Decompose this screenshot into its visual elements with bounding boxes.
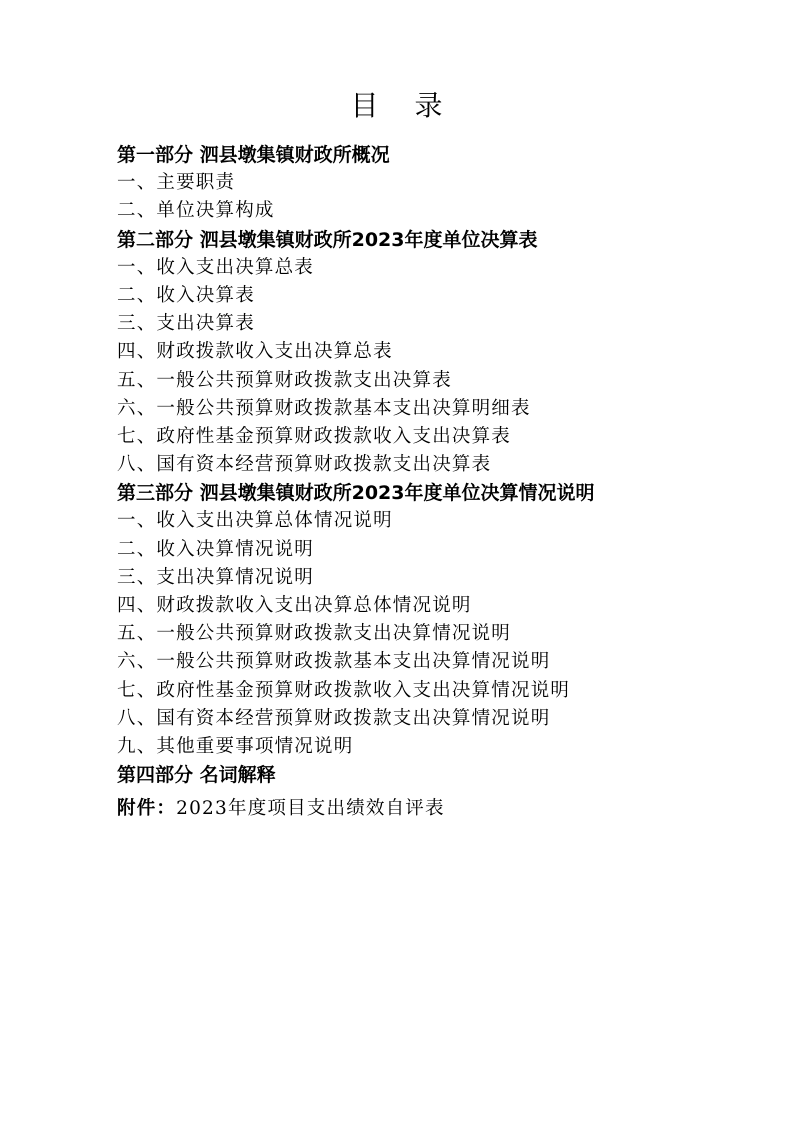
toc-item: 五、一般公共预算财政拨款支出决算情况说明 <box>117 623 512 645</box>
table-of-contents <box>117 141 757 824</box>
toc-item: 一、收入支出决算总表 <box>117 256 315 278</box>
toc-item: 七、政府性基金预算财政拨款收入支出决算情况说明 <box>117 679 571 701</box>
toc-item: 三、支出决算表 <box>117 313 255 335</box>
toc-attachment <box>117 795 757 823</box>
toc-part-3: 第三部分 泗县墩集镇财政所2023年度单位决算情况说明 <box>117 482 595 505</box>
toc-item: 二、收入决算表 <box>117 284 255 306</box>
toc-item: 四、财政拨款收入支出决算总体情况说明 <box>117 595 472 616</box>
toc-item: 二、单位决算构成 <box>117 200 275 222</box>
toc-item: 八、国有资本经营预算财政拨款支出决算情况说明 <box>117 707 551 729</box>
toc-item: 三、支出决算情况说明 <box>117 566 315 588</box>
toc-item: 七、政府性基金预算财政拨款收入支出决算表 <box>117 425 512 447</box>
toc-part-1: 第一部分 泗县墩集镇财政所概况 <box>117 144 390 166</box>
toc-item: 二、收入决算情况说明 <box>117 538 315 560</box>
toc-item: 六、一般公共预算财政拨款基本支出决算明细表 <box>117 397 531 419</box>
toc-item: 九、其他重要事项情况说明 <box>117 735 354 757</box>
page-title: 目录 <box>350 89 479 122</box>
toc-item: 一、收入支出决算总体情况说明 <box>117 510 393 532</box>
toc-item: 五、一般公共预算财政拨款支出决算表 <box>117 369 452 391</box>
toc-item: 一、主要职责 <box>117 172 236 194</box>
attachment-label: 附件： <box>117 798 177 820</box>
toc-item: 八、国有资本经营预算财政拨款支出决算表 <box>117 454 492 476</box>
toc-part-4: 第四部分 名词解释 <box>117 764 276 787</box>
toc-part-2: 第二部分 泗县墩集镇财政所2023年度单位决算表 <box>117 228 538 251</box>
toc-item: 六、一般公共预算财政拨款基本支出决算情况说明 <box>117 651 551 673</box>
attachment-text: 2023年度项目支出绩效自评表 <box>176 798 445 820</box>
toc-item: 四、财政拨款收入支出决算总表 <box>117 341 393 363</box>
